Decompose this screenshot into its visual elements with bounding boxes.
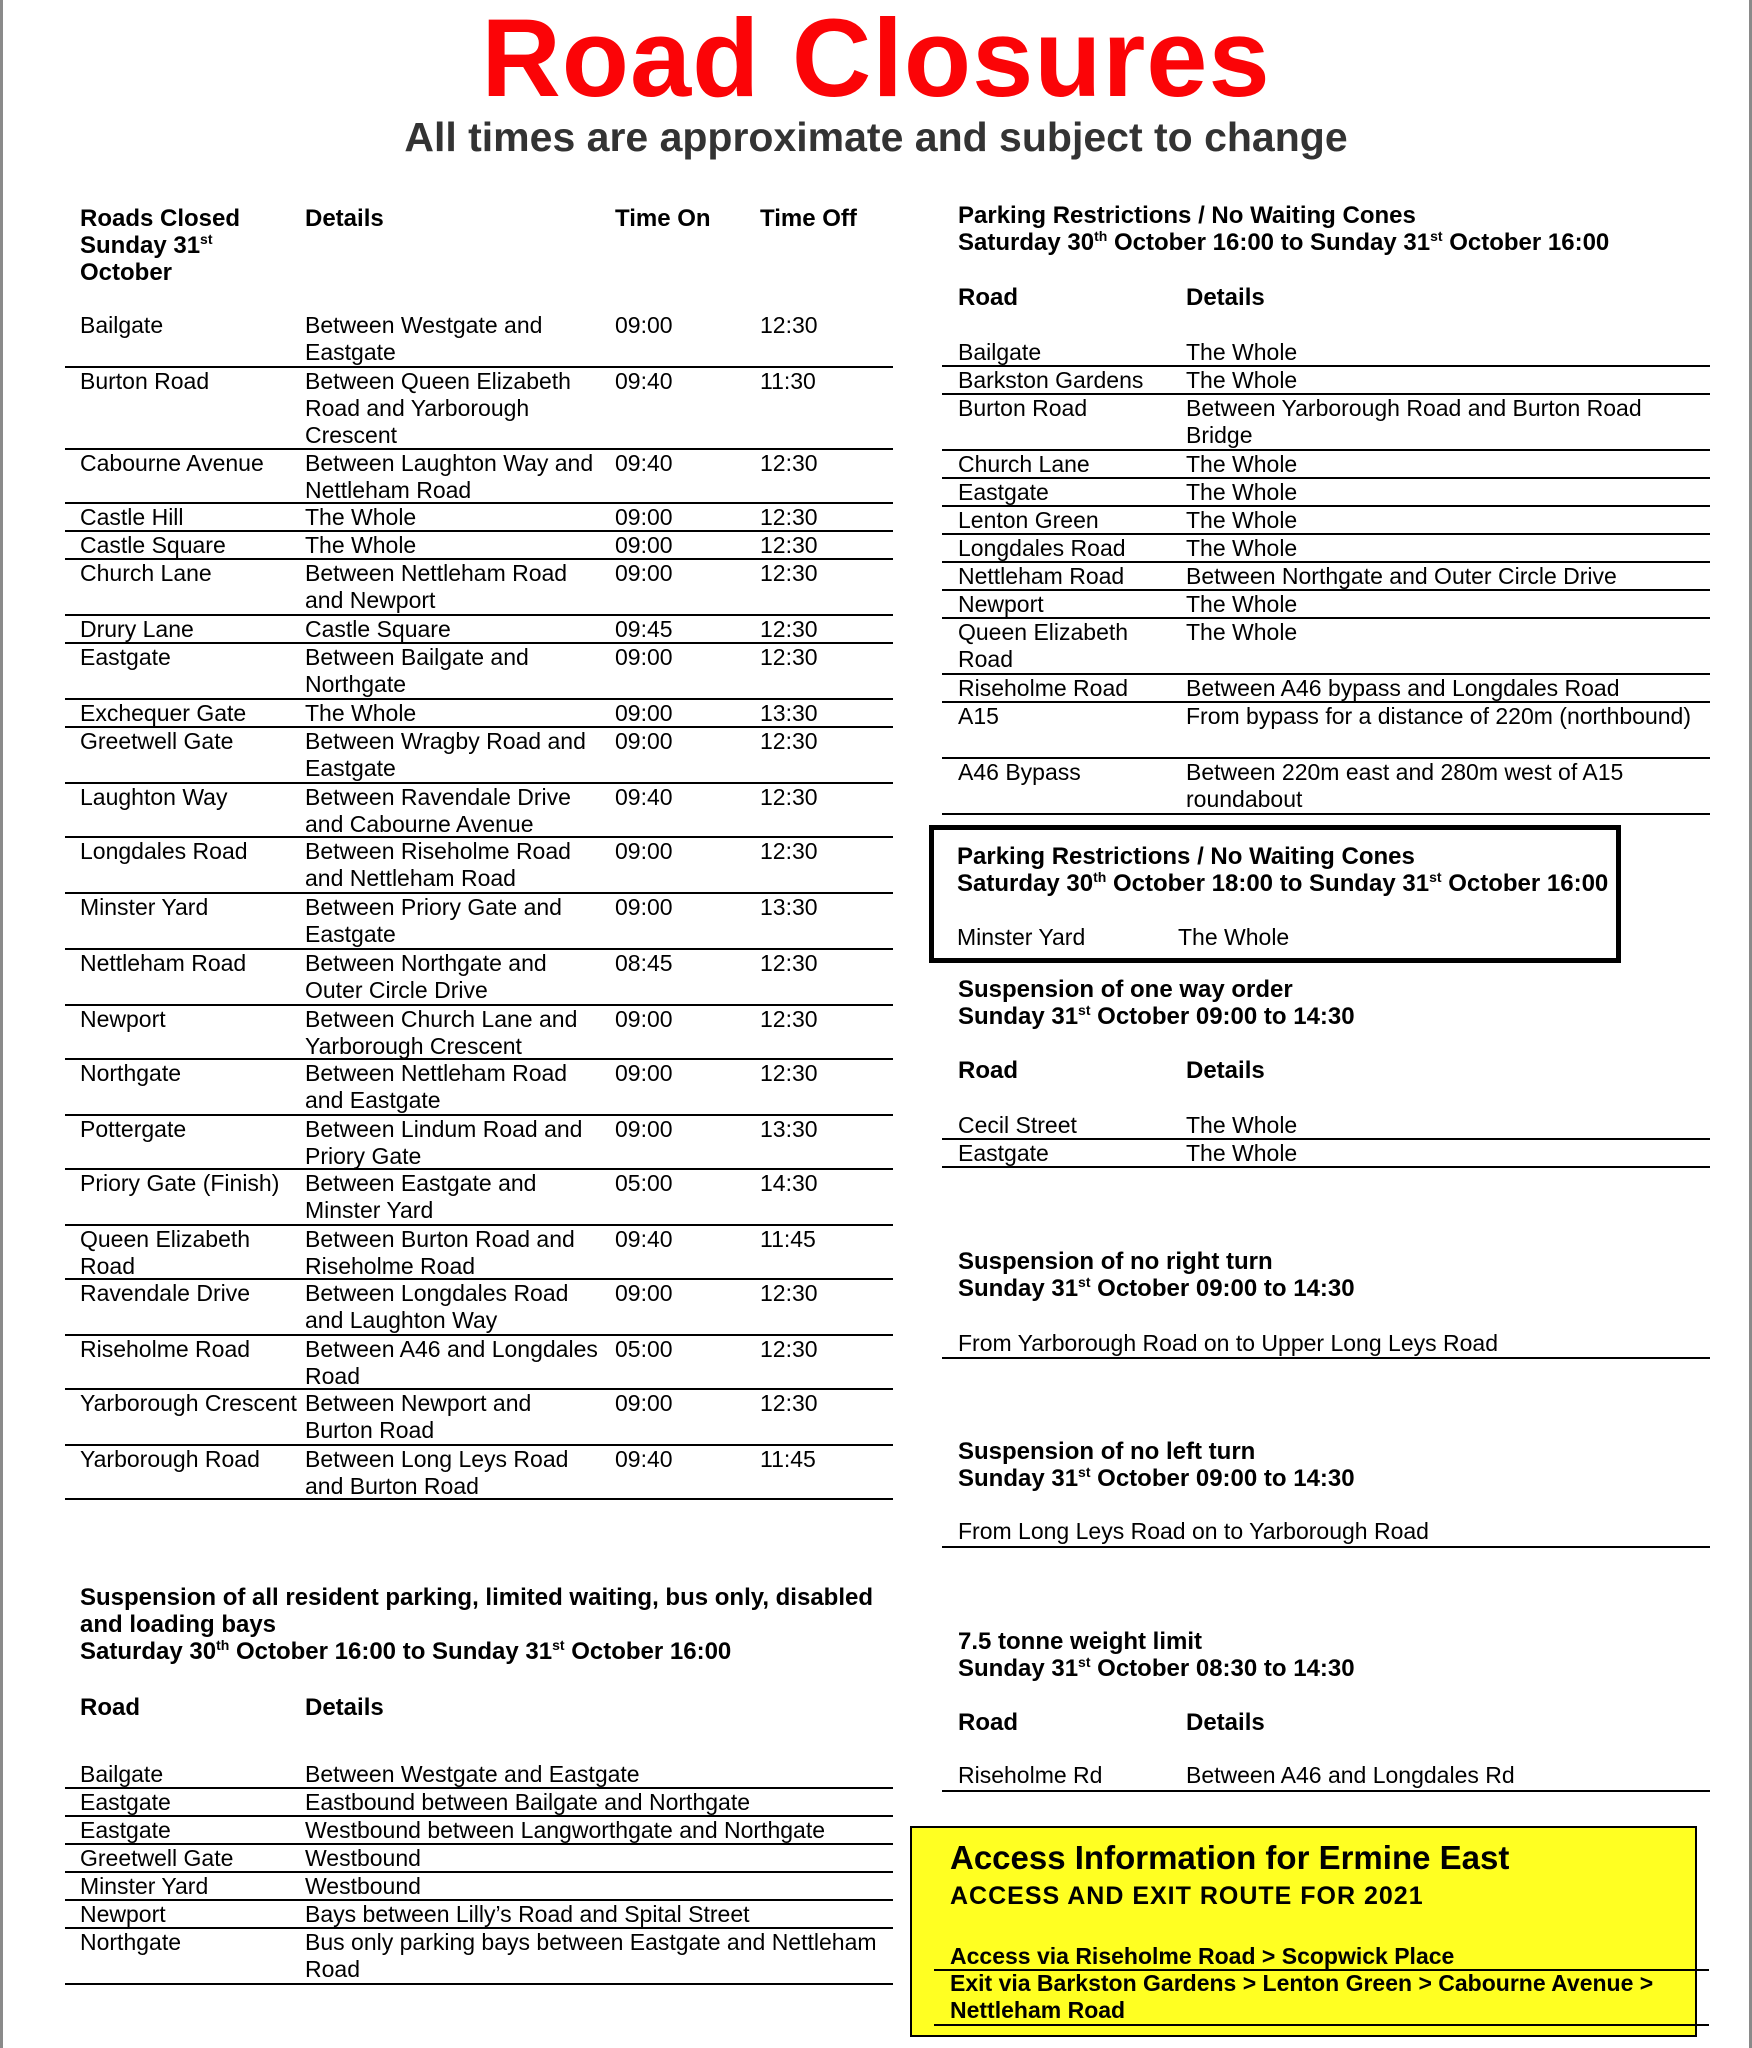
closures-on-cell: 09:40 [615, 784, 673, 810]
resident-parking-road-cell: Greetwell Gate [80, 1845, 234, 1871]
closures-row [65, 1280, 893, 1336]
resident-parking-title-line2: and loading bays [80, 1611, 277, 1638]
closures-details-cell: Between Lindum Road and Priory Gate [305, 1116, 583, 1169]
resident-parking-header-details: Details [305, 1694, 384, 1721]
weight-limit-rule [942, 1790, 1710, 1792]
closures-on-cell: 09:00 [615, 532, 673, 558]
no-right-turn-title [958, 1248, 1718, 1302]
closures-details-cell: Between Long Leys Road and Burton Road [305, 1446, 569, 1499]
resident-parking-row [65, 1845, 893, 1873]
closures-details-cell: Between Bailgate and Northgate [305, 644, 529, 697]
parking1-details-cell: The Whole [1186, 535, 1298, 561]
closures-header-road-line1: Roads Closed [80, 205, 241, 232]
closures-row [65, 950, 893, 1006]
parking1-row [942, 367, 1710, 395]
closures-off-cell: 11:45 [760, 1226, 816, 1252]
closures-road-cell: Nettleham Road [80, 950, 247, 976]
parking1-road-cell: Queen Elizabeth Road [958, 619, 1129, 672]
resident-parking-details-cell: Westbound [305, 1845, 421, 1871]
parking1-row [942, 703, 1710, 759]
closures-details-cell: The Whole [305, 532, 417, 558]
parking1-date-mid: October 16:00 to Sunday 31 [1107, 229, 1431, 256]
one-way-header-details: Details [1186, 1057, 1265, 1084]
closures-header-time-off: Time Off [760, 205, 857, 232]
closures-off-cell: 12:30 [760, 1390, 818, 1416]
closures-on-cell: 09:00 [615, 1390, 673, 1416]
closures-row [65, 312, 893, 368]
closures-off-cell: 12:30 [760, 1060, 818, 1086]
weight-limit-date-start: Sunday 31 [958, 1655, 1079, 1682]
resident-parking-road-cell: Northgate [80, 1929, 182, 1955]
closures-row [65, 560, 893, 616]
parking1-details-cell: The Whole [1186, 479, 1298, 505]
parking2-road: Minster Yard [957, 924, 1086, 950]
closures-on-cell: 09:00 [615, 728, 673, 754]
closures-details-cell: Between Ravendale Drive and Cabourne Avenue [305, 784, 571, 837]
parking1-road-cell: Lenton Green [958, 507, 1099, 533]
weight-limit-road: Riseholme Rd [958, 1762, 1103, 1788]
parking1-row [942, 563, 1710, 591]
closures-details-cell: Between Nettleham Road and Eastgate [305, 1060, 568, 1113]
closures-row [65, 1226, 893, 1280]
closures-off-cell: 13:30 [760, 1116, 818, 1142]
parking2-date-mid: October 18:00 to Sunday 31 [1106, 870, 1430, 897]
closures-road-cell: Yarborough Road [80, 1446, 260, 1472]
closures-on-cell: 09:00 [615, 504, 673, 530]
closures-on-cell: 09:00 [615, 312, 673, 338]
closures-road-cell: Castle Square [80, 532, 226, 558]
closures-details-cell: Between Priory Gate and Eastgate [305, 894, 562, 947]
parking1-details-cell: Between 220m east and 280m west of A15 roundabout [1186, 759, 1624, 812]
closures-row [65, 1060, 893, 1116]
closures-details-cell: Between Northgate and Outer Circle Drive [305, 950, 547, 1003]
resident-parking-details-cell: Between Westgate and Eastgate [305, 1761, 640, 1787]
access-route-line: Access via Riseholme Road > Scopwick Place [950, 1943, 1455, 1969]
parking2-date-start: Saturday 30 [957, 870, 1094, 897]
weight-limit-title [958, 1628, 1718, 1682]
no-left-turn-date-end: October 09:00 to 14:30 [1090, 1465, 1355, 1492]
closures-road-cell: Queen Elizabeth Road [80, 1226, 251, 1279]
closures-road-cell: Pottergate [80, 1116, 187, 1142]
closures-details-cell: Between Westgate and Eastgate [305, 312, 543, 365]
resident-parking-row [65, 1789, 893, 1817]
parking1-details-cell: The Whole [1186, 619, 1298, 645]
one-way-title [958, 976, 1718, 1030]
closures-on-cell: 09:00 [615, 894, 673, 920]
one-way-row [942, 1140, 1710, 1168]
closures-off-cell: 12:30 [760, 1336, 818, 1362]
closures-details-cell: Between Queen Elizabeth Road and Yarborough Crescent [305, 368, 571, 448]
closures-row [65, 894, 893, 950]
parking1-road-cell: Burton Road [958, 395, 1088, 421]
resident-parking-details-cell: Westbound [305, 1873, 421, 1899]
parking1-details-cell: From bypass for a distance of 220m (northbound) [1186, 703, 1691, 729]
exit-route-line: Exit via Barkston Gardens > Lenton Green > Cabourne Avenue > Nettleham Road [950, 1970, 1654, 2023]
no-right-turn-date-sup: st [1078, 1274, 1091, 1290]
weight-limit-title-text: 7.5 tonne weight limit [958, 1628, 1203, 1655]
closures-road-cell: Ravendale Drive [80, 1280, 251, 1306]
parking1-header-details: Details [1186, 284, 1265, 311]
parking1-title [958, 202, 1718, 256]
closures-road-cell: Eastgate [80, 644, 171, 670]
parking1-date-mid-sup: st [1430, 228, 1443, 244]
parking1-date-start-sup: th [1094, 228, 1108, 244]
closures-header-details: Details [305, 205, 384, 232]
resident-parking-road-cell: Newport [80, 1901, 166, 1927]
closures-road-cell: Northgate [80, 1060, 182, 1086]
closures-road-cell: Yarborough Crescent [80, 1390, 297, 1416]
parking1-header-road: Road [958, 284, 1018, 311]
closures-road-cell: Church Lane [80, 560, 212, 586]
parking2-date-end: October 16:00 [1441, 870, 1609, 897]
closures-details-cell: Between Eastgate and Minster Yard [305, 1170, 537, 1223]
closures-details-cell: Between Nettleham Road and Newport [305, 560, 568, 613]
closures-details-cell: Between A46 and Longdales Road [305, 1336, 598, 1389]
closures-details-cell: Between Wragby Road and Eastgate [305, 728, 586, 781]
resident-parking-details-cell: Bus only parking bays between Eastgate and Nettleham Road [305, 1929, 877, 1982]
one-way-date-sup: st [1078, 1002, 1091, 1018]
closures-on-cell: 09:00 [615, 700, 673, 726]
closures-off-cell: 12:30 [760, 1006, 818, 1032]
weight-limit-details: Between A46 and Longdales Rd [1186, 1762, 1515, 1788]
page-subtitle: All times are approximate and subject to change [404, 114, 1348, 160]
resident-parking-road-cell: Eastgate [80, 1789, 171, 1815]
closures-on-cell: 09:00 [615, 1280, 673, 1306]
resident-parking-details-cell: Bays between Lilly’s Road and Spital Street [305, 1901, 750, 1927]
closures-on-cell: 09:40 [615, 368, 673, 394]
closures-on-cell: 09:40 [615, 1446, 673, 1472]
one-way-header-road: Road [958, 1057, 1018, 1084]
resident-parking-date-mid-sup: st [552, 1637, 565, 1653]
no-left-turn-date-start: Sunday 31 [958, 1465, 1079, 1492]
parking2-details: The Whole [1178, 924, 1290, 950]
parking1-road-cell: Church Lane [958, 451, 1090, 477]
closures-off-cell: 12:30 [760, 644, 818, 670]
parking1-row [942, 619, 1710, 675]
parking1-row [942, 535, 1710, 563]
resident-parking-details-cell: Westbound between Langworthgate and Northgate [305, 1817, 826, 1843]
closures-off-cell: 12:30 [760, 950, 818, 976]
one-way-date-start: Sunday 31 [958, 1003, 1079, 1030]
closures-on-cell: 05:00 [615, 1170, 673, 1196]
closures-off-cell: 12:30 [760, 1280, 818, 1306]
parking1-row [942, 759, 1710, 815]
closures-road-cell: Longdales Road [80, 838, 248, 864]
parking1-road-cell: Bailgate [958, 339, 1042, 365]
no-right-turn-text: From Yarborough Road on to Upper Long Leys Road [958, 1330, 1498, 1356]
resident-parking-row [65, 1761, 893, 1789]
closures-on-cell: 09:00 [615, 1116, 673, 1142]
closures-row [65, 1006, 893, 1060]
resident-parking-date-start-sup: th [216, 1637, 230, 1653]
closures-on-cell: 09:00 [615, 838, 673, 864]
resident-parking-date-end: October 16:00 [564, 1638, 732, 1665]
one-way-details-cell: The Whole [1186, 1112, 1298, 1138]
weight-limit-header-details: Details [1186, 1709, 1265, 1736]
resident-parking-date-mid: October 16:00 to Sunday 31 [229, 1638, 553, 1665]
closures-row [65, 838, 893, 894]
parking1-details-cell: Between Yarborough Road and Burton Road Bridge [1186, 395, 1642, 448]
closures-off-cell: 12:30 [760, 560, 818, 586]
resident-parking-road-cell: Bailgate [80, 1761, 164, 1787]
closures-details-cell: Between Burton Road and Riseholme Road [305, 1226, 575, 1279]
closures-on-cell: 09:45 [615, 616, 673, 642]
resident-parking-header-road: Road [80, 1694, 140, 1721]
closures-row [65, 1390, 893, 1446]
weight-limit-header-road: Road [958, 1709, 1018, 1736]
parking1-details-cell: Between A46 bypass and Longdales Road [1186, 675, 1620, 701]
closures-off-cell: 12:30 [760, 728, 818, 754]
closures-row [65, 504, 893, 532]
closures-road-cell: Castle Hill [80, 504, 184, 530]
closures-road-cell: Laughton Way [80, 784, 228, 810]
one-way-row [942, 1112, 1710, 1140]
closures-off-cell: 12:30 [760, 838, 818, 864]
closures-header-road [80, 205, 295, 286]
no-left-turn-date-sup: st [1078, 1464, 1091, 1480]
no-right-turn-title-text: Suspension of no right turn [958, 1248, 1273, 1275]
closures-on-cell: 09:00 [615, 644, 673, 670]
closures-details-cell: The Whole [305, 700, 417, 726]
closures-details-cell: Between Riseholme Road and Nettleham Road [305, 838, 571, 891]
no-left-turn-title [958, 1438, 1718, 1492]
parking1-row [942, 451, 1710, 479]
access-info-subtitle: ACCESS AND EXIT ROUTE FOR 2021 [950, 1882, 1424, 1910]
closures-header-road-line2: Sunday 31 [80, 232, 201, 259]
closures-details-cell: Between Newport and Burton Road [305, 1390, 532, 1443]
parking1-details-cell: The Whole [1186, 451, 1298, 477]
closures-row [65, 368, 893, 450]
parking1-row [942, 675, 1710, 703]
closures-on-cell: 09:00 [615, 1006, 673, 1032]
closures-road-cell: Drury Lane [80, 616, 194, 642]
resident-parking-row [65, 1873, 893, 1901]
parking1-details-cell: The Whole [1186, 507, 1298, 533]
closures-off-cell: 12:30 [760, 532, 818, 558]
parking2-date-mid-sup: st [1429, 869, 1442, 885]
parking1-road-cell: A15 [958, 703, 999, 729]
closures-off-cell: 12:30 [760, 504, 818, 530]
closures-row [65, 784, 893, 838]
access-info-box [910, 1826, 1697, 2037]
one-way-details-cell: The Whole [1186, 1140, 1298, 1166]
closures-off-cell: 13:30 [760, 894, 818, 920]
resident-parking-row [65, 1901, 893, 1929]
resident-parking-road-cell: Eastgate [80, 1817, 171, 1843]
parking1-details-cell: The Whole [1186, 367, 1298, 393]
closures-row [65, 450, 893, 504]
closures-on-cell: 09:40 [615, 450, 673, 476]
closures-on-cell: 09:00 [615, 560, 673, 586]
parking1-road-cell: Newport [958, 591, 1044, 617]
closures-details-cell: Castle Square [305, 616, 451, 642]
closures-road-cell: Bailgate [80, 312, 164, 338]
parking1-road-cell: Barkston Gardens [958, 367, 1144, 393]
parking1-row [942, 479, 1710, 507]
one-way-road-cell: Cecil Street [958, 1112, 1077, 1138]
closures-road-cell: Priory Gate (Finish) [80, 1170, 280, 1196]
closures-on-cell: 08:45 [615, 950, 673, 976]
closures-row [65, 1116, 893, 1170]
no-right-turn-rule [942, 1357, 1710, 1359]
closures-row [65, 700, 893, 728]
parking1-date-start: Saturday 30 [958, 229, 1095, 256]
closures-road-cell: Riseholme Road [80, 1336, 251, 1362]
closures-details-cell: Between Longdales Road and Laughton Way [305, 1280, 569, 1333]
resident-parking-title-line1: Suspension of all resident parking, limited waiting, bus only, disabled [80, 1584, 874, 1611]
parking2-date-start-sup: th [1093, 869, 1107, 885]
access-info-title: Access Information for Ermine East [950, 1839, 1510, 1876]
parking1-date-end: October 16:00 [1442, 229, 1610, 256]
closures-row [65, 616, 893, 644]
closures-header-road-line3: October [80, 259, 173, 286]
closures-details-cell: Between Church Lane and Yarborough Crescent [305, 1006, 578, 1059]
parking1-details-cell: The Whole [1186, 339, 1298, 365]
exit-route-rule [934, 2024, 1709, 2026]
parking1-details-cell: The Whole [1186, 591, 1298, 617]
closures-on-cell: 09:40 [615, 1226, 673, 1252]
closures-row [65, 1446, 893, 1500]
parking1-row [942, 395, 1710, 451]
closures-details-cell: The Whole [305, 504, 417, 530]
closures-header-road-sup: st [200, 231, 213, 247]
closures-off-cell: 11:45 [760, 1446, 816, 1472]
closures-row [65, 1170, 893, 1226]
closures-off-cell: 12:30 [760, 312, 818, 338]
closures-road-cell: Greetwell Gate [80, 728, 234, 754]
resident-parking-date-start: Saturday 30 [80, 1638, 217, 1665]
parking1-title-text: Parking Restrictions / No Waiting Cones [958, 202, 1416, 229]
parking2-title [957, 843, 1617, 897]
closures-off-cell: 12:30 [760, 450, 818, 476]
no-right-turn-date-start: Sunday 31 [958, 1275, 1079, 1302]
no-left-turn-text: From Long Leys Road on to Yarborough Road [958, 1518, 1429, 1544]
closures-details-cell: Between Laughton Way and Nettleham Road [305, 450, 594, 503]
parking1-details-cell: Between Northgate and Outer Circle Drive [1186, 563, 1617, 589]
closures-header-time-on: Time On [615, 205, 711, 232]
closures-road-cell: Minster Yard [80, 894, 209, 920]
closures-on-cell: 05:00 [615, 1336, 673, 1362]
parking1-row [942, 339, 1710, 367]
resident-parking-details-cell: Eastbound between Bailgate and Northgate [305, 1789, 750, 1815]
closures-row [65, 644, 893, 700]
parking1-road-cell: Eastgate [958, 479, 1049, 505]
no-left-turn-title-text: Suspension of no left turn [958, 1438, 1256, 1465]
closures-off-cell: 12:30 [760, 784, 818, 810]
closures-road-cell: Newport [80, 1006, 166, 1032]
one-way-road-cell: Eastgate [958, 1140, 1049, 1166]
one-way-title-text: Suspension of one way order [958, 976, 1293, 1003]
closures-off-cell: 13:30 [760, 700, 818, 726]
page-left-edge [0, 0, 3, 2048]
weight-limit-date-sup: st [1078, 1654, 1091, 1670]
parking1-road-cell: Nettleham Road [958, 563, 1125, 589]
parking2-title-text: Parking Restrictions / No Waiting Cones [957, 843, 1415, 870]
resident-parking-road-cell: Minster Yard [80, 1873, 209, 1899]
closures-off-cell: 12:30 [760, 616, 818, 642]
parking1-road-cell: Riseholme Road [958, 675, 1129, 701]
resident-parking-row [65, 1817, 893, 1845]
resident-parking-row [65, 1929, 893, 1985]
parking1-road-cell: Longdales Road [958, 535, 1126, 561]
closures-off-cell: 11:30 [760, 368, 816, 394]
closures-road-cell: Cabourne Avenue [80, 450, 264, 476]
no-left-turn-rule [942, 1546, 1710, 1548]
parking2-box [929, 825, 1621, 963]
closures-row [65, 728, 893, 784]
one-way-date-end: October 09:00 to 14:30 [1090, 1003, 1355, 1030]
closures-on-cell: 09:00 [615, 1060, 673, 1086]
weight-limit-date-end: October 08:30 to 14:30 [1090, 1655, 1355, 1682]
parking1-road-cell: A46 Bypass [958, 759, 1081, 785]
closures-road-cell: Exchequer Gate [80, 700, 247, 726]
resident-parking-title [80, 1584, 910, 1665]
no-right-turn-date-end: October 09:00 to 14:30 [1090, 1275, 1355, 1302]
closures-row [65, 532, 893, 560]
closures-off-cell: 14:30 [760, 1170, 818, 1196]
closures-row [65, 1336, 893, 1390]
page-title: Road Closures [481, 0, 1271, 120]
parking1-row [942, 507, 1710, 535]
closures-road-cell: Burton Road [80, 368, 210, 394]
parking1-row [942, 591, 1710, 619]
